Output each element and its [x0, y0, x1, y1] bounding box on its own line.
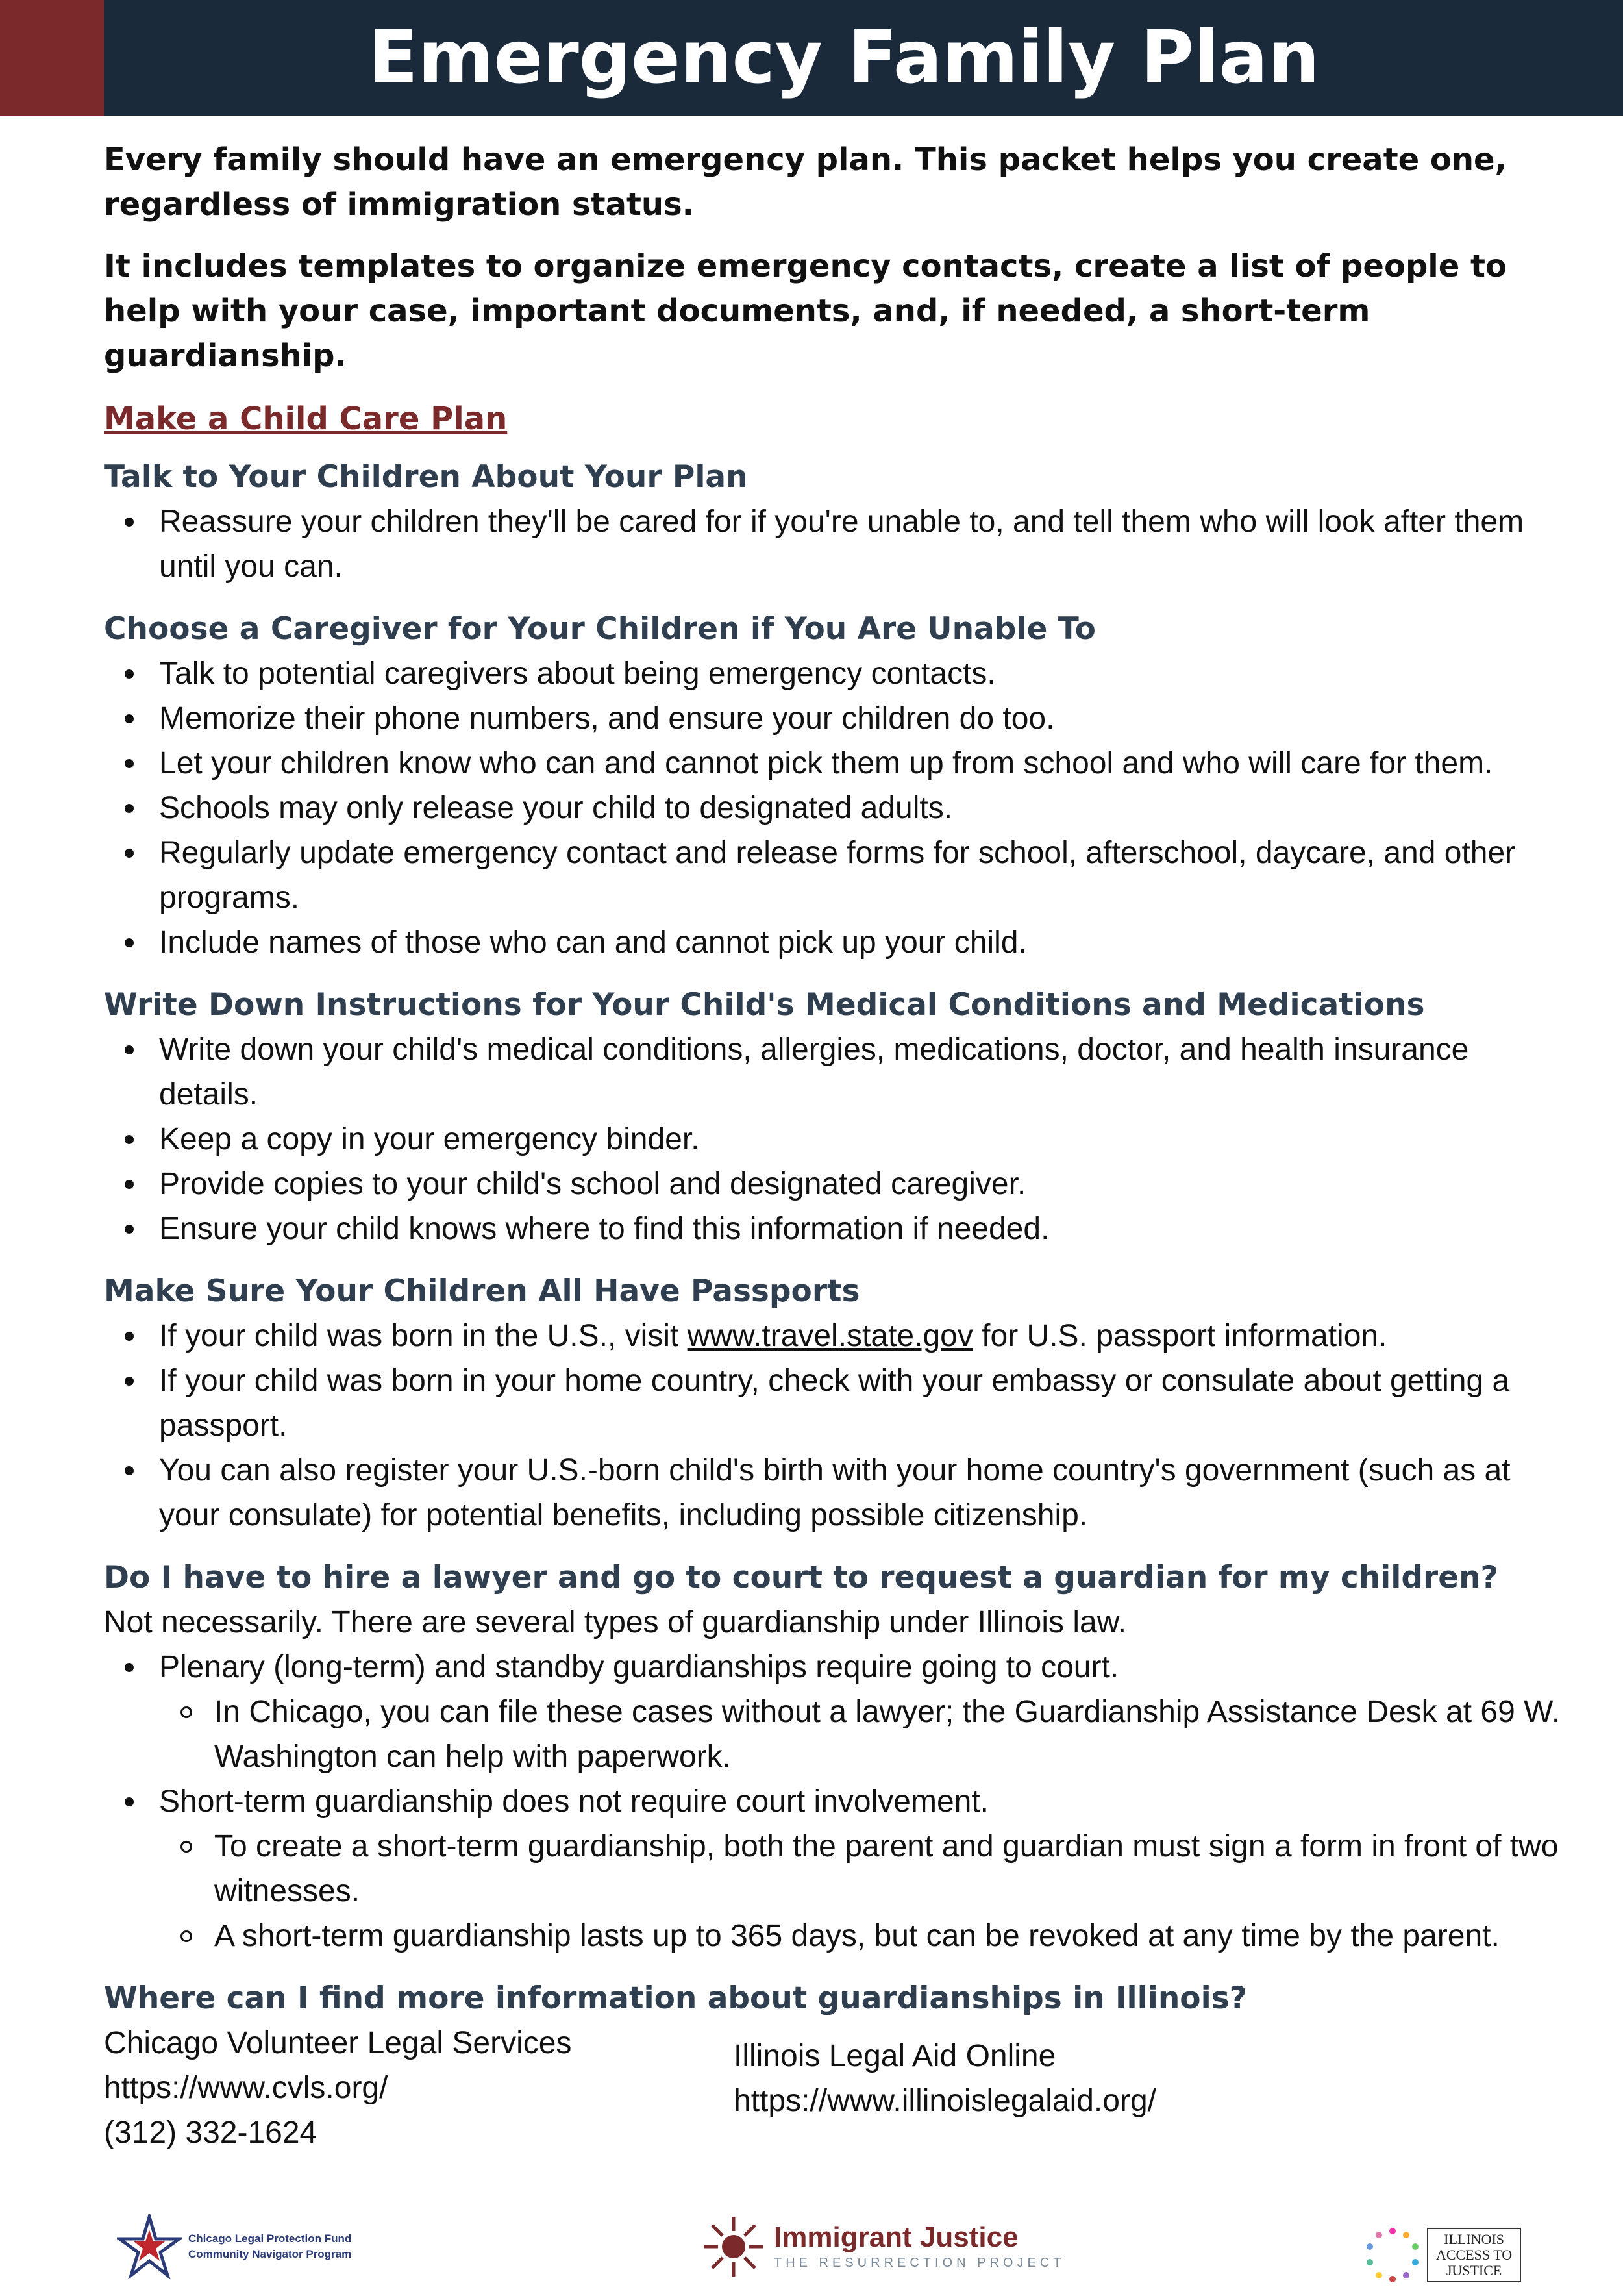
list-item: [104, 1314, 1565, 1358]
sub-list-item: To create a short-term guardianship, both the parent and guardian must sign a form in front of two witnesses.: [104, 1824, 1565, 1914]
page-title: Emergency Family Plan: [368, 16, 1320, 100]
section-heading-info: Where can I find more information about guardianships in Illinois?: [104, 1980, 1247, 2016]
medical-list: [104, 1027, 1565, 1251]
sub-list-item: In Chicago, you can file these cases without a lawyer; the Guardianship Assistance Desk at 69 W. Washington can help with paperwork.: [104, 1690, 1565, 1779]
ij-line2: THE RESURRECTION PROJECT: [774, 2256, 1065, 2270]
list-item: Ensure your child knows where to find this information if needed.: [104, 1206, 1565, 1251]
dots-circle-icon: [1363, 2226, 1422, 2284]
list-item: Write down your child's medical conditions, allergies, medications, doctor, and health insurance details.: [104, 1027, 1565, 1117]
ilao-name: Illinois Legal Aid Online: [734, 2039, 1056, 2073]
header-accent-block: [0, 0, 104, 116]
passport-item-text: If your child was born in the U.S., visit: [159, 1319, 688, 1353]
travel-state-gov-link[interactable]: www.travel.state.gov: [687, 1319, 973, 1353]
passport-item-text: for U.S. passport information.: [973, 1319, 1387, 1353]
list-item: Schools may only release your child to designated adults.: [104, 786, 1565, 830]
list-item: Talk to potential caregivers about being emergency contacts.: [104, 651, 1565, 696]
ilao-contact: [734, 2034, 1156, 2123]
talk-list: [104, 499, 1565, 589]
iaj-line1: ILLINOIS: [1444, 2231, 1505, 2247]
caregiver-list: [104, 651, 1565, 965]
intro-paragraph-1: Every family should have an emergency plan. This packet helps you create one, regardless of immigration status.: [104, 142, 1507, 223]
list-item: If your child was born in your home country, check with your embassy or consulate about getting a passport.: [104, 1358, 1565, 1448]
iaj-wordmark: [1427, 2228, 1521, 2282]
section-heading-caregiver: Choose a Caregiver for Your Children if You Are Unable To: [104, 611, 1096, 647]
list-item: Short-term guardianship does not require court involvement.: [104, 1779, 1565, 1824]
ij-line1: Immigrant Justice: [774, 2221, 1019, 2253]
cvls-contact: [104, 2021, 571, 2155]
resources: [104, 2021, 1565, 2190]
cvls-url[interactable]: https://www.cvls.org/: [104, 2071, 388, 2105]
lawyer-intro: Not necessarily. There are several types of guardianship under Illinois law.: [104, 1605, 1127, 1640]
clpf-logo: [117, 2214, 351, 2279]
immigrant-justice-logo: [701, 2214, 1065, 2279]
child-care-plan-link[interactable]: Make a Child Care Plan: [104, 401, 508, 437]
header-bar: [0, 0, 1623, 116]
section-heading-medical: Write Down Instructions for Your Child's Medical Conditions and Medications: [104, 987, 1425, 1023]
iaj-line2: ACCESS TO: [1436, 2247, 1513, 2263]
main-content: [104, 138, 1565, 2190]
iaj-line3: JUSTICE: [1446, 2262, 1502, 2278]
list-item: Memorize their phone numbers, and ensure your children do too.: [104, 696, 1565, 741]
cvls-name: Chicago Volunteer Legal Services: [104, 2026, 572, 2060]
list-item: Keep a copy in your emergency binder.: [104, 1117, 1565, 1162]
list-item: Regularly update emergency contact and release forms for school, afterschool, daycare, and other programs.: [104, 830, 1565, 920]
section-heading-talk: Talk to Your Children About Your Plan: [104, 459, 748, 495]
clpf-line2: Community Navigator Program: [188, 2248, 352, 2260]
star-icon: [117, 2214, 182, 2279]
intro-paragraph-2: It includes templates to organize emergency contacts, create a list of people to help with your case, important documents, and, if needed, a short-term guardianship.: [104, 248, 1507, 374]
guardianship-list: [104, 1645, 1565, 1958]
list-item: Let your children know who can and cannot pick them up from school and who will care for them.: [104, 741, 1565, 786]
footer-logos: [0, 2208, 1623, 2296]
ilao-url[interactable]: https://www.illinoislegalaid.org/: [734, 2084, 1156, 2118]
section-heading-lawyer: Do I have to hire a lawyer and go to court to request a guardian for my children?: [104, 1560, 1498, 1595]
sub-list-item: A short-term guardianship lasts up to 365 days, but can be revoked at any time by the parent.: [104, 1914, 1565, 1958]
list-item: Reassure your children they'll be cared for if you're unable to, and tell them who will look after them until you can.: [104, 499, 1565, 589]
sunburst-icon: [701, 2214, 766, 2279]
list-item: Provide copies to your child's school and designated caregiver.: [104, 1162, 1565, 1206]
clpf-line1: Chicago Legal Protection Fund: [188, 2232, 352, 2245]
list-item: Plenary (long-term) and standby guardianships require going to court.: [104, 1645, 1565, 1690]
list-item: You can also register your U.S.-born child's birth with your home country's government (such as at your consulate) for potential benefits, including possible citizenship.: [104, 1448, 1565, 1538]
section-heading-passports: Make Sure Your Children All Have Passports: [104, 1273, 860, 1309]
list-item: Include names of those who can and cannot pick up your child.: [104, 920, 1565, 965]
cvls-phone: (312) 332-1624: [104, 2115, 317, 2150]
passports-list: [104, 1314, 1565, 1538]
illinois-access-to-justice-logo: [1363, 2226, 1521, 2284]
